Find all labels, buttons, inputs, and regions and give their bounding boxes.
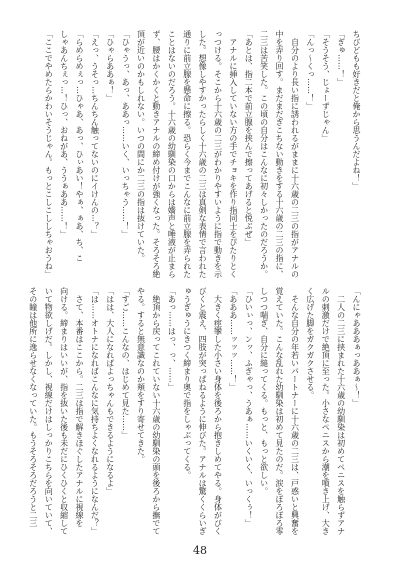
text-line: いて物欲しげだ。しかし、視線だけはしっかりこちらを向いていて、 [44,287,54,535]
text-line: 覚えていた。こんな乱れた幼馴染は初めて見たのだ。涙をぼろぼろ零 [275,287,285,535]
text-line: びくと震え、四肢が突っぱねるように伸びた。アナルは驚くくらいぎ [198,287,208,535]
text-line: ことはないのだろう。十六歳の幼馴染の口からは嬌声と唾液が止まら [167,30,177,278]
text-line: 「らめらめぇっ…ひゃあ、あっ、ひぃあい！やぁ、ぁあ、ち、こ [74,30,84,262]
page-number: 48 [193,544,207,557]
text-line: 中を弄り回す。まだまだぎこちない動きをする十六歳の二三の指に、 [275,30,285,278]
text-line: 「ひゃらああぁ！」 [105,30,115,102]
text-line: 自分のより長い指に誘われるがままに十六歳の二三の指がアナルの [290,30,300,278]
text-line: しゃあんちぇっ…！ひっ、おねがあ、ううぁああ……！」 [59,30,69,238]
text-line: 「は……オトナになればこんなに気持ちよくなれるようになんだ？」 [90,287,100,535]
text-line: っつける。そこから十六歳の二三がわかりやすいように指で動きを示 [213,30,223,278]
text-line: その瞳は他所に逸らせなくなっていた。もうそろそろだろうと二三 [28,287,38,527]
text-line: 「えっ、うそっ…ちんちん触ってないのにイけんの…？」 [90,30,100,238]
lower-text-tier [24,287,364,539]
text-line: やる。すると無意識なのか頬をすり寄せてきた。 [136,287,146,463]
text-line: した。想像しやすかったらしく十六歳の二三は真剣な表情で言われた [198,30,208,278]
text-line: 絶頂から戻ってこれていない十六歳の幼馴染の頭を後ろから撫でて [151,287,161,535]
text-line: く広げた脚をガクガクさせる。 [305,287,315,399]
text-line: 「んにゃあああぁっああぁ〜！」 [352,287,361,407]
text-line: 「んっ〜くっ……！」 [305,30,315,110]
text-line: 「ここでやめたらかわいそうじゃん。もっとこしこししちゃおうね」 [44,30,54,278]
text-line: ゅうぎゅうにきつく締まり奥で指をしゃぶってくる。 [182,287,192,479]
text-line: 「そうそう、じょーずじゃん」 [321,30,331,142]
text-line: 「すご……こんなの、はじめて見た……」 [121,287,131,439]
text-line: 「あとは、指二本で前立腺を挟んで擦ってあげると悦ぶぜ」 [244,30,254,246]
upper-text-tier [24,30,364,282]
text-line: ちびどもも好きだと俺から思うんだよね！」 [352,30,361,190]
text-line: 通りに前立腺を懸命に擦る。恐らく今までこんなに前立腺を弄られた [182,30,192,278]
text-line: 頂が近いのかもしれない。いつの間にか二三の指は抜けていた。 [136,30,146,262]
text-line: 「ひいぃっ、ンッ、ふぎゃっ、うあぁ……いくいく、いっくぅ！」 [244,287,254,527]
text-line: 「あああ……ッッッ……！」 [228,287,238,391]
text-line: ルの刺激だけで絶頂に至った。小さなペニスから潮を噴き上げ、大き [321,287,331,535]
text-line: 「あっ……はっ、っ、……」 [167,287,177,391]
text-line: ず、腰はかくかくと動きアナルの締め付けが強くなった。そろそろ絶 [151,30,161,278]
text-line: 二三は苦笑した。この頃の自分はこんなに初々しかったのだろうか。 [259,30,269,278]
text-line: 「ぎゅ……！」 [336,30,346,86]
text-line: 向ける。締まりはいいが、指を抜いた後も未だにひくひくと収縮して [59,287,69,535]
text-line: しつつ喘ぎ、自分に縋ってくる。もっと、もっと欲しい。 [259,287,269,495]
text-line: 大きく痙攣した小さい身体を後ろから抱きしめてやる。身体がびく [213,287,223,535]
text-line: そんな自分の年若いパートナーに十六歳の二三は、戸惑いと興奮を [290,287,300,535]
text-line: アナルに挿入していない方の手でチョキを作り指同士をぴたりとく [228,30,238,278]
text-line: さて、本番はここから。二三は指で解きほぐしたアナルに視線を [74,287,84,527]
text-line: 「はは、大人になればよっちゃんもできるようになるよ」 [105,287,115,495]
text-line: 「ひゃうっ、あっ、ああっ……いく、いっちゃう……！」 [121,30,131,238]
text-line: 二人の二三に挟まれた十六歳の幼馴染は初めてペニスを触らずアナ [336,287,346,535]
